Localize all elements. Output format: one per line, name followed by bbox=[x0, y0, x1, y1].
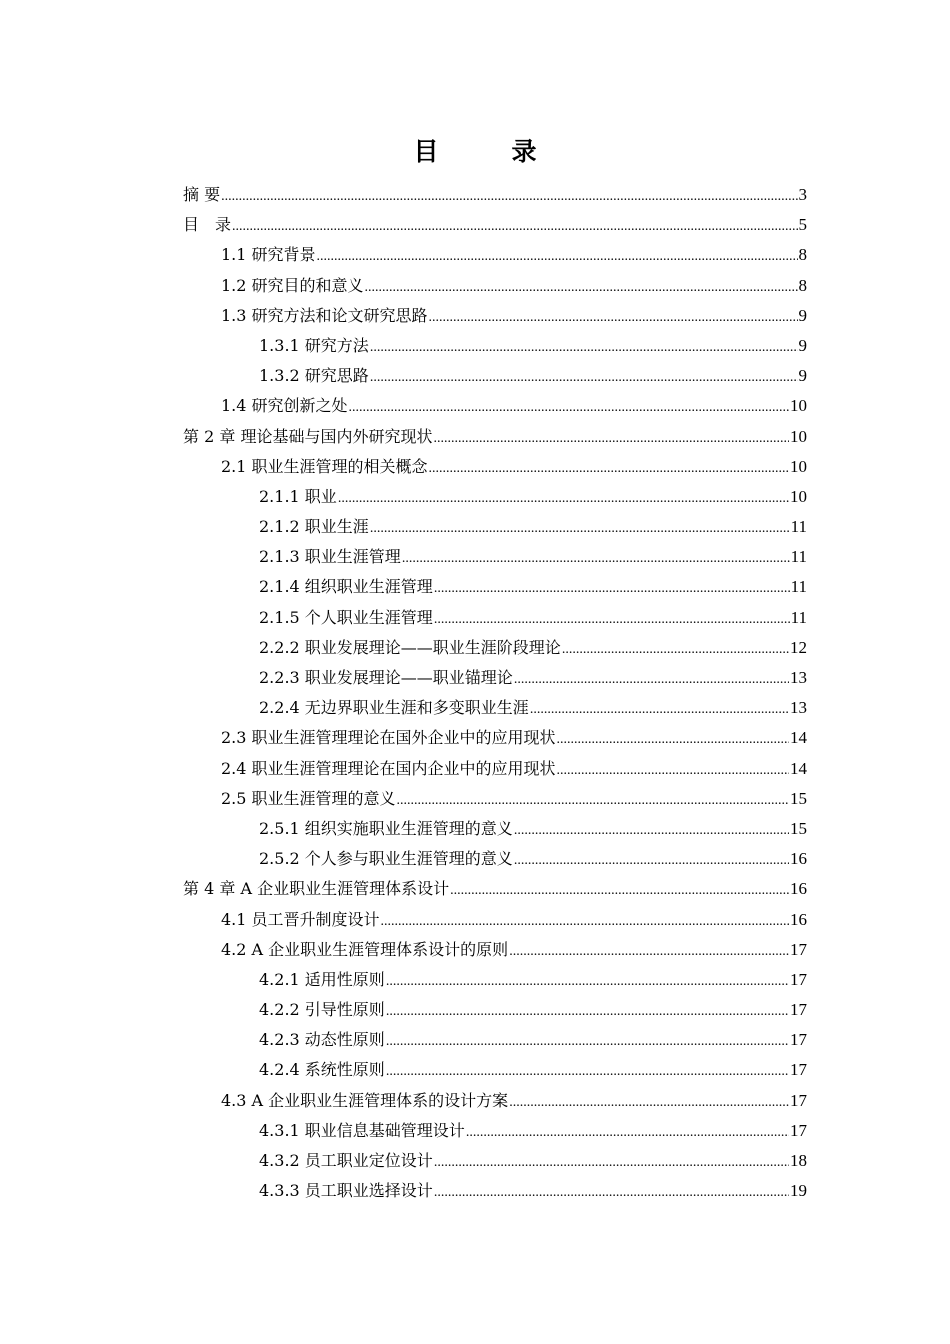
dot-leader bbox=[381, 907, 789, 937]
toc-entry[interactable] bbox=[183, 935, 807, 965]
toc-entry-label: 目 录 bbox=[183, 215, 232, 235]
toc-entry-page-number: 17 bbox=[790, 1030, 807, 1050]
toc-entry-page-number: 15 bbox=[790, 788, 807, 808]
toc-entry-page-number: 14 bbox=[790, 728, 807, 748]
toc-entry-page-number: 10 bbox=[790, 486, 807, 506]
toc-entry[interactable] bbox=[183, 693, 807, 723]
dot-leader bbox=[557, 725, 789, 755]
toc-entry-page-number: 3 bbox=[798, 185, 807, 204]
toc-entry-label: 4.3.1 职业信息基础管理设计 bbox=[259, 1120, 465, 1140]
toc-entry[interactable] bbox=[183, 1146, 807, 1176]
dot-leader bbox=[370, 333, 798, 363]
toc-entry[interactable] bbox=[183, 1176, 807, 1206]
dot-leader bbox=[370, 514, 790, 544]
toc-entry[interactable] bbox=[183, 482, 807, 512]
toc-entry-label: 2.3 职业生涯管理理论在国外企业中的应用现状 bbox=[221, 728, 556, 748]
toc-entry-page-number: 17 bbox=[790, 1060, 807, 1080]
dot-leader bbox=[509, 937, 789, 967]
toc-entry[interactable] bbox=[183, 1025, 807, 1055]
toc-entry-page-number: 16 bbox=[790, 909, 807, 929]
toc-entry[interactable] bbox=[183, 723, 807, 753]
toc-entry[interactable] bbox=[183, 995, 807, 1025]
dot-leader bbox=[514, 665, 789, 695]
dot-leader bbox=[557, 756, 789, 786]
toc-entry[interactable] bbox=[183, 965, 807, 995]
toc-entry-page-number: 11 bbox=[790, 577, 807, 597]
dot-leader bbox=[433, 424, 789, 454]
dot-leader bbox=[434, 605, 790, 635]
toc-entry[interactable] bbox=[183, 452, 807, 482]
toc-entry-label: 1.4 研究创新之处 bbox=[221, 396, 348, 416]
toc-entry-label: 1.2 研究目的和意义 bbox=[221, 275, 364, 295]
toc-entry[interactable] bbox=[183, 572, 807, 602]
dot-leader bbox=[514, 846, 789, 876]
toc-entry[interactable] bbox=[183, 542, 807, 572]
toc-entry-label: 4.2 A 企业职业生涯管理体系设计的原则 bbox=[221, 939, 509, 959]
toc-entry-label: 2.4 职业生涯管理理论在国内企业中的应用现状 bbox=[221, 758, 556, 778]
toc-entry[interactable] bbox=[183, 512, 807, 542]
toc-entry[interactable] bbox=[183, 210, 807, 240]
toc-entry-label: 2.1.5 个人职业生涯管理 bbox=[259, 607, 433, 627]
toc-entry[interactable] bbox=[183, 844, 807, 874]
toc-entry-label: 2.5.2 个人参与职业生涯管理的意义 bbox=[259, 849, 513, 869]
toc-entry-label: 4.3.3 员工职业选择设计 bbox=[259, 1181, 433, 1201]
toc-entry-label: 4.2.3 动态性原则 bbox=[259, 1030, 385, 1050]
toc-entry-label: 2.1.3 职业生涯管理 bbox=[259, 547, 401, 567]
toc-entry[interactable] bbox=[183, 271, 807, 301]
toc-entry[interactable] bbox=[183, 1055, 807, 1085]
toc-entry-label: 2.1.1 职业 bbox=[259, 486, 337, 506]
toc-entry-label: 2.1.4 组织职业生涯管理 bbox=[259, 577, 433, 597]
toc-entry[interactable] bbox=[183, 814, 807, 844]
toc-entry-label: 第 2 章 理论基础与国内外研究现状 bbox=[183, 426, 433, 446]
toc-entry-page-number: 19 bbox=[790, 1181, 807, 1201]
dot-leader bbox=[402, 544, 790, 574]
toc-entry[interactable] bbox=[183, 180, 807, 210]
toc-entry-label: 1.3.2 研究思路 bbox=[259, 366, 369, 386]
dot-leader bbox=[370, 363, 798, 393]
toc-entry[interactable] bbox=[183, 1086, 807, 1116]
dot-leader bbox=[221, 182, 797, 212]
toc-entry-page-number: 17 bbox=[790, 1120, 807, 1140]
toc-entry-label: 2.5 职业生涯管理的意义 bbox=[221, 788, 396, 808]
toc-entry-page-number: 17 bbox=[790, 939, 807, 959]
toc-entry-label: 1.3 研究方法和论文研究思路 bbox=[221, 305, 428, 325]
page-title: 目 录 bbox=[413, 137, 561, 166]
toc-entry-page-number: 16 bbox=[790, 849, 807, 869]
toc-entry-page-number: 13 bbox=[790, 698, 807, 718]
toc-entry-label: 4.1 员工晋升制度设计 bbox=[221, 909, 380, 929]
toc-entry-page-number: 10 bbox=[790, 426, 807, 446]
toc-entry-page-number: 9 bbox=[798, 305, 807, 325]
dot-leader bbox=[514, 816, 789, 846]
toc-entry-label: 1.1 研究背景 bbox=[221, 245, 316, 265]
dot-leader bbox=[317, 242, 798, 272]
toc-entry-page-number: 17 bbox=[790, 1090, 807, 1110]
toc-entry-page-number: 9 bbox=[798, 366, 807, 386]
dot-leader bbox=[429, 303, 798, 333]
dot-leader bbox=[434, 1178, 789, 1208]
toc-entry[interactable] bbox=[183, 905, 807, 935]
toc-entry-page-number: 8 bbox=[798, 245, 807, 265]
dot-leader bbox=[232, 212, 797, 242]
toc-entry[interactable] bbox=[183, 361, 807, 391]
dot-leader bbox=[386, 997, 789, 1027]
dot-leader bbox=[338, 484, 789, 514]
toc-entry-page-number: 13 bbox=[790, 668, 807, 687]
dot-leader bbox=[434, 574, 790, 604]
toc-entry[interactable] bbox=[183, 754, 807, 784]
toc-entry[interactable] bbox=[183, 301, 807, 331]
toc-entry-page-number: 18 bbox=[790, 1151, 807, 1170]
dot-leader bbox=[450, 876, 789, 906]
toc-entry-page-number: 5 bbox=[798, 215, 807, 235]
toc-entry[interactable] bbox=[183, 633, 807, 663]
dot-leader bbox=[349, 393, 789, 423]
toc-entry-page-number: 14 bbox=[790, 758, 807, 778]
toc-entry-label: 2.2.3 职业发展理论——职业锚理论 bbox=[259, 668, 513, 687]
dot-leader bbox=[386, 967, 789, 997]
toc-entry-page-number: 15 bbox=[790, 818, 807, 838]
toc-entry-label: 4.2.2 引导性原则 bbox=[259, 1000, 385, 1020]
dot-leader bbox=[530, 695, 789, 725]
toc-entry-label: 4.2.4 系统性原则 bbox=[259, 1060, 385, 1080]
toc-entry-label: 摘 要 bbox=[183, 185, 221, 204]
toc-entry-label: 1.3.1 研究方法 bbox=[259, 335, 369, 355]
toc-entry-page-number: 8 bbox=[798, 275, 807, 295]
toc-entry[interactable] bbox=[183, 784, 807, 814]
dot-leader bbox=[386, 1027, 789, 1057]
toc-entry[interactable] bbox=[183, 1116, 807, 1146]
dot-leader bbox=[365, 273, 798, 303]
toc-entry[interactable] bbox=[183, 874, 807, 904]
toc-entry-label: 4.3 A 企业职业生涯管理体系的设计方案 bbox=[221, 1090, 509, 1110]
toc-entry-page-number: 11 bbox=[790, 607, 807, 627]
dot-leader bbox=[397, 786, 789, 816]
toc-entry-page-number: 17 bbox=[790, 969, 807, 989]
toc-entry-label: 4.2.1 适用性原则 bbox=[259, 969, 385, 989]
toc-entry[interactable] bbox=[183, 422, 807, 452]
toc-entry[interactable] bbox=[183, 663, 807, 693]
toc-entry-label: 2.5.1 组织实施职业生涯管理的意义 bbox=[259, 818, 513, 838]
toc-entry-label: 2.1.2 职业生涯 bbox=[259, 517, 369, 537]
toc-entry-page-number: 11 bbox=[790, 517, 807, 537]
toc-entry-label: 2.1 职业生涯管理的相关概念 bbox=[221, 456, 428, 476]
dot-leader bbox=[466, 1118, 789, 1148]
toc-entry-page-number: 17 bbox=[790, 1000, 807, 1020]
toc-entry-page-number: 10 bbox=[790, 456, 807, 476]
dot-leader bbox=[509, 1088, 789, 1118]
toc-entry[interactable] bbox=[183, 240, 807, 270]
toc-entry[interactable] bbox=[183, 391, 807, 421]
toc-entry-label: 2.2.4 无边界职业生涯和多变职业生涯 bbox=[259, 698, 529, 718]
dot-leader bbox=[429, 454, 789, 484]
dot-leader bbox=[562, 635, 789, 665]
toc-entry-label: 4.3.2 员工职业定位设计 bbox=[259, 1151, 433, 1170]
dot-leader bbox=[386, 1057, 789, 1087]
toc-entry-page-number: 10 bbox=[790, 396, 807, 416]
toc-entry-page-number: 11 bbox=[790, 547, 807, 567]
toc-entry-page-number: 9 bbox=[798, 335, 807, 355]
toc-entry[interactable] bbox=[183, 603, 807, 633]
toc-entry-page-number: 12 bbox=[790, 637, 807, 657]
toc-entry-page-number: 16 bbox=[790, 879, 807, 899]
toc-entry[interactable] bbox=[183, 331, 807, 361]
dot-leader bbox=[434, 1148, 789, 1178]
toc-entry-label: 2.2.2 职业发展理论——职业生涯阶段理论 bbox=[259, 637, 561, 657]
toc-entry-label: 第 4 章 A 企业职业生涯管理体系设计 bbox=[183, 879, 450, 899]
table-of-contents bbox=[183, 180, 807, 1206]
